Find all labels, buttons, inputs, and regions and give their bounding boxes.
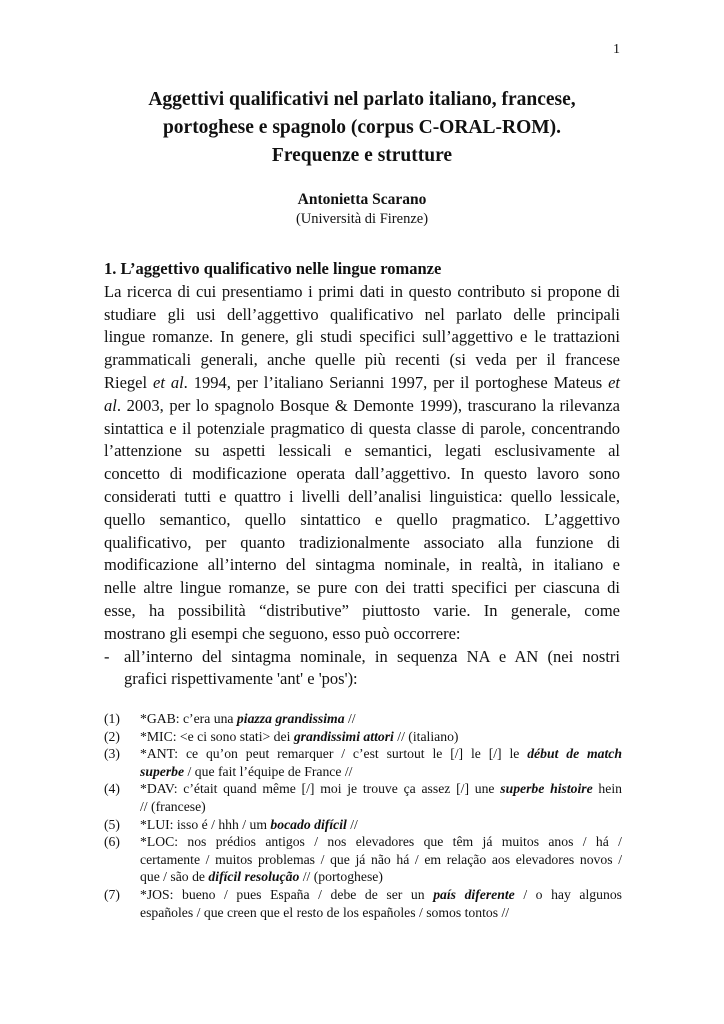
paragraph-line: studiare gli usi dell’aggettivo qualificativo nel parlato delle principali — [104, 304, 620, 324]
bullet-line: all’interno del sintagma nominale, in sequenza NA e AN (nei nostri — [124, 646, 620, 666]
example-item — [104, 886, 622, 921]
text-run: // (portoghese) — [299, 869, 383, 885]
title-line-1: Aggettivi qualificativi nel parlato italiano, francese, — [148, 89, 576, 110]
paragraph-line: qualificativo, per quanto tradizionalmente associato alla funzione di — [104, 532, 620, 552]
text-run: que / são de — [140, 869, 209, 885]
paragraph-line: nelle altre lingue romanze, se pure con dei tratti specifici per ciascuna di — [104, 578, 620, 598]
example-number: (4) — [104, 781, 120, 797]
text-run: *ANT: ce qu’on peut remarquer / c’est surtout le [/] le [/] le — [140, 746, 528, 762]
example-text — [140, 780, 622, 815]
example-number: (1) — [104, 711, 120, 726]
text-run: . 2003, per lo spagnolo Bosque & Demonte 1999), trascurano la rilevanza — [116, 395, 620, 415]
example-item — [104, 710, 622, 728]
example-item — [104, 816, 622, 834]
example-text — [140, 833, 622, 886]
paragraph-line: grammaticali generali, anche quelle più recenti (si veda per il francese — [104, 350, 620, 370]
title-line-2: portoghese e spagnolo (corpus C-ORAL-ROM). — [162, 117, 562, 138]
text-run: *GAB: c’era una — [140, 711, 237, 726]
text-run: // — [346, 816, 358, 832]
highlighted-phrase: superbe histoire — [500, 781, 593, 797]
highlighted-phrase: piazza grandissima — [236, 711, 345, 726]
example-text — [140, 745, 622, 780]
paragraph-line — [104, 395, 620, 418]
text-run: / que fait l’équipe de France // — [184, 763, 353, 779]
example-line — [140, 868, 622, 886]
example-number: (2) — [104, 728, 120, 744]
example-text — [140, 728, 622, 746]
text-run: *JOS: bueno / pues España / debe de ser un — [140, 886, 434, 902]
example-number: (6) — [104, 834, 120, 850]
example-line — [140, 886, 622, 904]
paragraph-line: l’attenzione su aspetti lessicali e semantici, legati esclusivamente al — [104, 441, 620, 461]
paragraph-line — [104, 372, 620, 395]
paragraph-line: lingue romanze. In genere, gli studi specifici sull’aggettivo e le trattazioni — [104, 327, 620, 347]
example-number: (5) — [104, 816, 120, 832]
example-text — [140, 886, 622, 921]
text-run: *MIC: <e ci sono stati> dei — [140, 728, 294, 744]
section-paragraph — [104, 281, 620, 646]
page-number: 1 — [613, 42, 620, 57]
example-item — [104, 780, 622, 815]
citation-et-al: et al — [153, 372, 184, 392]
paragraph-line: modificazione all’interno del sintagma nominale, in realtà, in italiano e — [104, 555, 620, 575]
example-item — [104, 833, 622, 886]
example-text — [140, 816, 622, 834]
paragraph-line: mostrano gli esempi che seguono, esso può occorrere: — [104, 623, 461, 643]
highlighted-phrase: difícil resolução — [208, 869, 300, 885]
paragraph-line: considerati tutti e quattro i livelli dell’analisi linguistica: quello lessicale, — [104, 486, 620, 506]
example-line — [140, 710, 622, 728]
example-text — [140, 710, 622, 728]
highlighted-phrase: grandissimi attori — [293, 728, 394, 744]
text-run: // — [344, 711, 356, 726]
bullet-item — [104, 646, 620, 692]
example-line — [140, 816, 622, 834]
text-run: *LUI: isso é / hhh / um — [140, 816, 271, 832]
paragraph-line: sintattica e il potenziale pragmatico di questa classe di parole, concentrando — [104, 418, 620, 438]
section-1 — [104, 258, 620, 691]
author-name: Antonietta Scarano — [297, 191, 427, 208]
bullet-dash: - — [104, 646, 110, 666]
example-line: *LOC: nos prédios antigos / nos elevadores que têm já muitos anos / há / — [140, 834, 622, 850]
example-item — [104, 728, 622, 746]
author-affiliation: (Università di Firenze) — [295, 211, 429, 227]
example-line: // (francese) — [140, 798, 206, 814]
example-item — [104, 745, 622, 780]
example-line — [140, 728, 622, 746]
highlighted-phrase: bocado difícil — [270, 816, 347, 832]
example-line — [140, 745, 622, 763]
example-number: (3) — [104, 746, 120, 762]
highlighted-phrase: país diferente — [433, 886, 515, 902]
highlighted-phrase: superbe — [140, 763, 185, 779]
paragraph-line: concetto di modificazione operata dall’aggettivo. In questo lavoro sono — [104, 464, 620, 484]
text-run: . 1994, per l’italiano Serianni 1997, per il portoghese Mateus — [183, 372, 609, 392]
example-line — [140, 780, 622, 798]
paragraph-line: La ricerca di cui presentiamo i primi dati in questo contributo si propone di — [104, 281, 620, 301]
citation-et: et — [608, 372, 620, 392]
paper-title — [104, 86, 620, 170]
section-heading: 1. L’aggettivo qualificativo nelle lingue romanze — [104, 259, 442, 278]
example-list — [104, 710, 622, 921]
text-run: hein — [592, 781, 622, 797]
example-number: (7) — [104, 886, 120, 902]
text-run: *DAV: c’était quand même [/] moi je trouve ça assez [/] une — [140, 781, 501, 797]
paragraph-line: quello semantico, quello sintattico e quello pragmatico. L’aggettivo — [104, 509, 620, 529]
citation-al: al — [104, 395, 117, 415]
bullet-line: grafici rispettivamente 'ant' e 'pos'): — [124, 669, 358, 689]
highlighted-phrase: début de match — [527, 746, 622, 762]
title-line-3: Frequenze e strutture — [271, 145, 453, 166]
paragraph-line: esse, ha possibilità “distributive” piuttosto varie. In generale, come — [104, 600, 620, 620]
example-line — [140, 763, 622, 781]
example-line: españoles / que creen que el resto de los españoles / somos tontos // — [140, 904, 510, 920]
example-line: certamente / muitos problemas / que já não há / em relação aos elevadores novos / — [140, 851, 622, 867]
text-run: / o hay algunos — [514, 886, 622, 902]
text-run: // (italiano) — [393, 728, 459, 744]
text-run: Riegel — [104, 372, 153, 392]
